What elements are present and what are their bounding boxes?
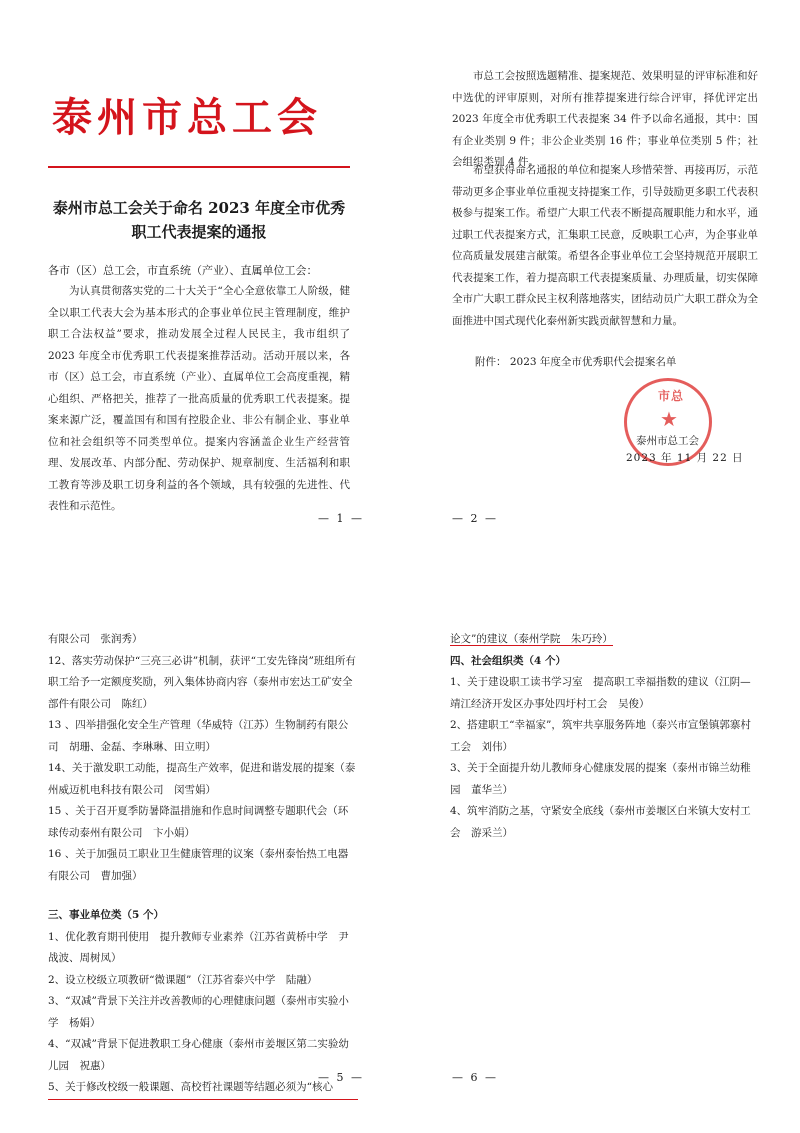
list-item: 4、筑牢消防之基，守紧安全底线（泰州市姜堰区白米镇大安村工会 游采兰）: [450, 805, 751, 839]
page-5: [0, 566, 400, 1133]
signature-org: 泰州市总工会: [636, 435, 699, 447]
highlighted-text: 论文”的建议（泰州学院 朱巧玲）: [450, 633, 613, 645]
section-heading: 四、社会组织类（4 个）: [450, 654, 566, 667]
paragraph-hope: 希望获得命名通报的单位和提案人珍惜荣誉、再接再厉，示范带动更多企事业单位重视支持提案工作，引导鼓励更多职工代表积极参与提案工作。希望广大职工代表不断提高履职能力和水平，通过职工代表提案方式，汇集职工民意，反映职工心声，为企事业单位高质量发展建言献策。希望各企事业单位工会坚持规范开展职工代表提案工作，着力提高职工代表提案质量、办理质量，切实保障全市广大职工群众民主权利落地落实，团结动员广大职工群众为全面推进中国式现代化泰州新实践贡献智慧和力量。: [452, 164, 758, 327]
page-number: — 6 —: [452, 1071, 498, 1084]
doc-title-line1: 泰州市总工会关于命名 2023 年度全市优秀: [52, 199, 346, 217]
list-item: 1、关于建设职工读书学习室 提高职工幸福指数的建议（江阴—靖江经济开发区办事处四圩村工会 吴俊）: [450, 676, 751, 710]
signature-date: 2023 年 11 月 22 日: [626, 452, 744, 464]
salutation: 各市（区）总工会，市直系统（产业）、直属单位工会：: [48, 264, 318, 277]
highlighted-list-item: 5、关于修改校级一般课题、高校哲社课题等结题必须为“核心: [48, 1077, 358, 1100]
list-item: 2、搭建职工“幸福家”，筑牢共享服务阵地（泰兴市宣堡镇郭寨村工会 刘伟）: [450, 719, 751, 753]
proposal-list: [48, 629, 358, 1100]
seal-text: 市总: [657, 389, 684, 403]
list-item: 12、落实劳动保护“三亮三必讲”机制，获评“工安先锋岗”班组所有职工给予一定额度奖励，列入集体协商内容（泰州市宏达工矿安全部件有限公司 陈红）: [48, 654, 356, 710]
list-item: 16 、关于加强员工职业卫生健康管理的议案（泰州泰怡热工电器有限公司 曹加强）: [48, 848, 349, 882]
org-title: 泰州市总工会: [52, 94, 322, 141]
list-item: 有限公司 张润秀）: [48, 633, 143, 645]
star-icon: ★: [660, 407, 678, 431]
page-number: — 5 —: [318, 1071, 364, 1084]
proposal-list: [450, 629, 760, 844]
section-heading: 三、事业单位类（5 个）: [48, 909, 164, 921]
list-item: 13 、四举措强化安全生产管理（华威特（江苏）生物制药有限公司 胡珊、金磊、李琳琳、田立明）: [48, 719, 349, 753]
page-2: [400, 0, 800, 566]
list-item: 4、“双减”背景下促进教职工身心健康（泰州市姜堰区第二实验幼儿园 祝惠）: [48, 1038, 349, 1072]
attachment-note: 附件： 2023 年度全市优秀职代会提案名单: [475, 356, 677, 368]
doc-title: [48, 196, 350, 244]
red-divider: [48, 166, 350, 168]
list-item: 15 、关于召开夏季防暑降温措施和作息时间调整专题职代会（环球传动泰州有限公司 卞小娟）: [48, 805, 349, 839]
paragraph-review: 市总工会按照选题精准、提案规范、效果明显的评审标准和好中选优的评审原则，对所有推荐提案进行综合评审，择优评定出 2023 年度全市优秀职工代表提案 34 件予以命名通报，其中：国有企业类别 9 件；非公企业类别 16 件；事业单位类别 5 件；社会组织类别 4 件。: [452, 70, 758, 168]
highlighted-list-item: [450, 629, 760, 651]
doc-title-line2: 职工代表提案的通报: [131, 223, 267, 241]
page-number: — 2 —: [452, 512, 498, 525]
list-item: 14、关于激发职工动能，提高生产效率，促进和谐发展的提案（泰州威迈机电科技有限公司 闵雪娟）: [48, 762, 356, 796]
list-item: 3、“双减”背景下关注并改善教师的心理健康问题（泰州市实验小学 杨娟）: [48, 995, 349, 1029]
list-item: 3、关于全面提升幼儿教师身心健康发展的提案（泰州市锦兰幼稚园 董华兰）: [450, 762, 751, 796]
page-6: [400, 566, 800, 1133]
page-number: — 1 —: [318, 512, 364, 525]
body-paragraph: 为认真贯彻落实党的二十大关于“全心全意依靠工人阶级，健全以职工代表大会为基本形式的企事业单位民主管理制度，维护职工合法权益”要求，推动发展全过程人民民主，我市组织了 2023 年度全市优秀职工代表提案推荐活动。活动开展以来，各市（区）总工会，市直系统（产业）、直属单位工会高度重视，精心组织、严格把关，推荐了一批高质量的优秀职工代表提案。提案来源广泛，覆盖国有和国有控股企业、非公有制企业、事业单位和社会组织等不同类型单位。提案内容涵盖企业生产经营管理、发展改革、内部分配、劳动保护、规章制度、生活福利和职工教育等涉及职工切身利益的各个领域，具有较强的先进性、代表性和示范性。: [48, 285, 350, 512]
list-item: 1、优化教育期刊使用 提升教师专业素养（江苏省黄桥中学 尹战波、周树凤）: [48, 930, 349, 964]
list-item: 2、设立校级立项教研“微课题”（江苏省泰兴中学 陆融）: [48, 973, 318, 986]
page-1: [0, 0, 400, 566]
